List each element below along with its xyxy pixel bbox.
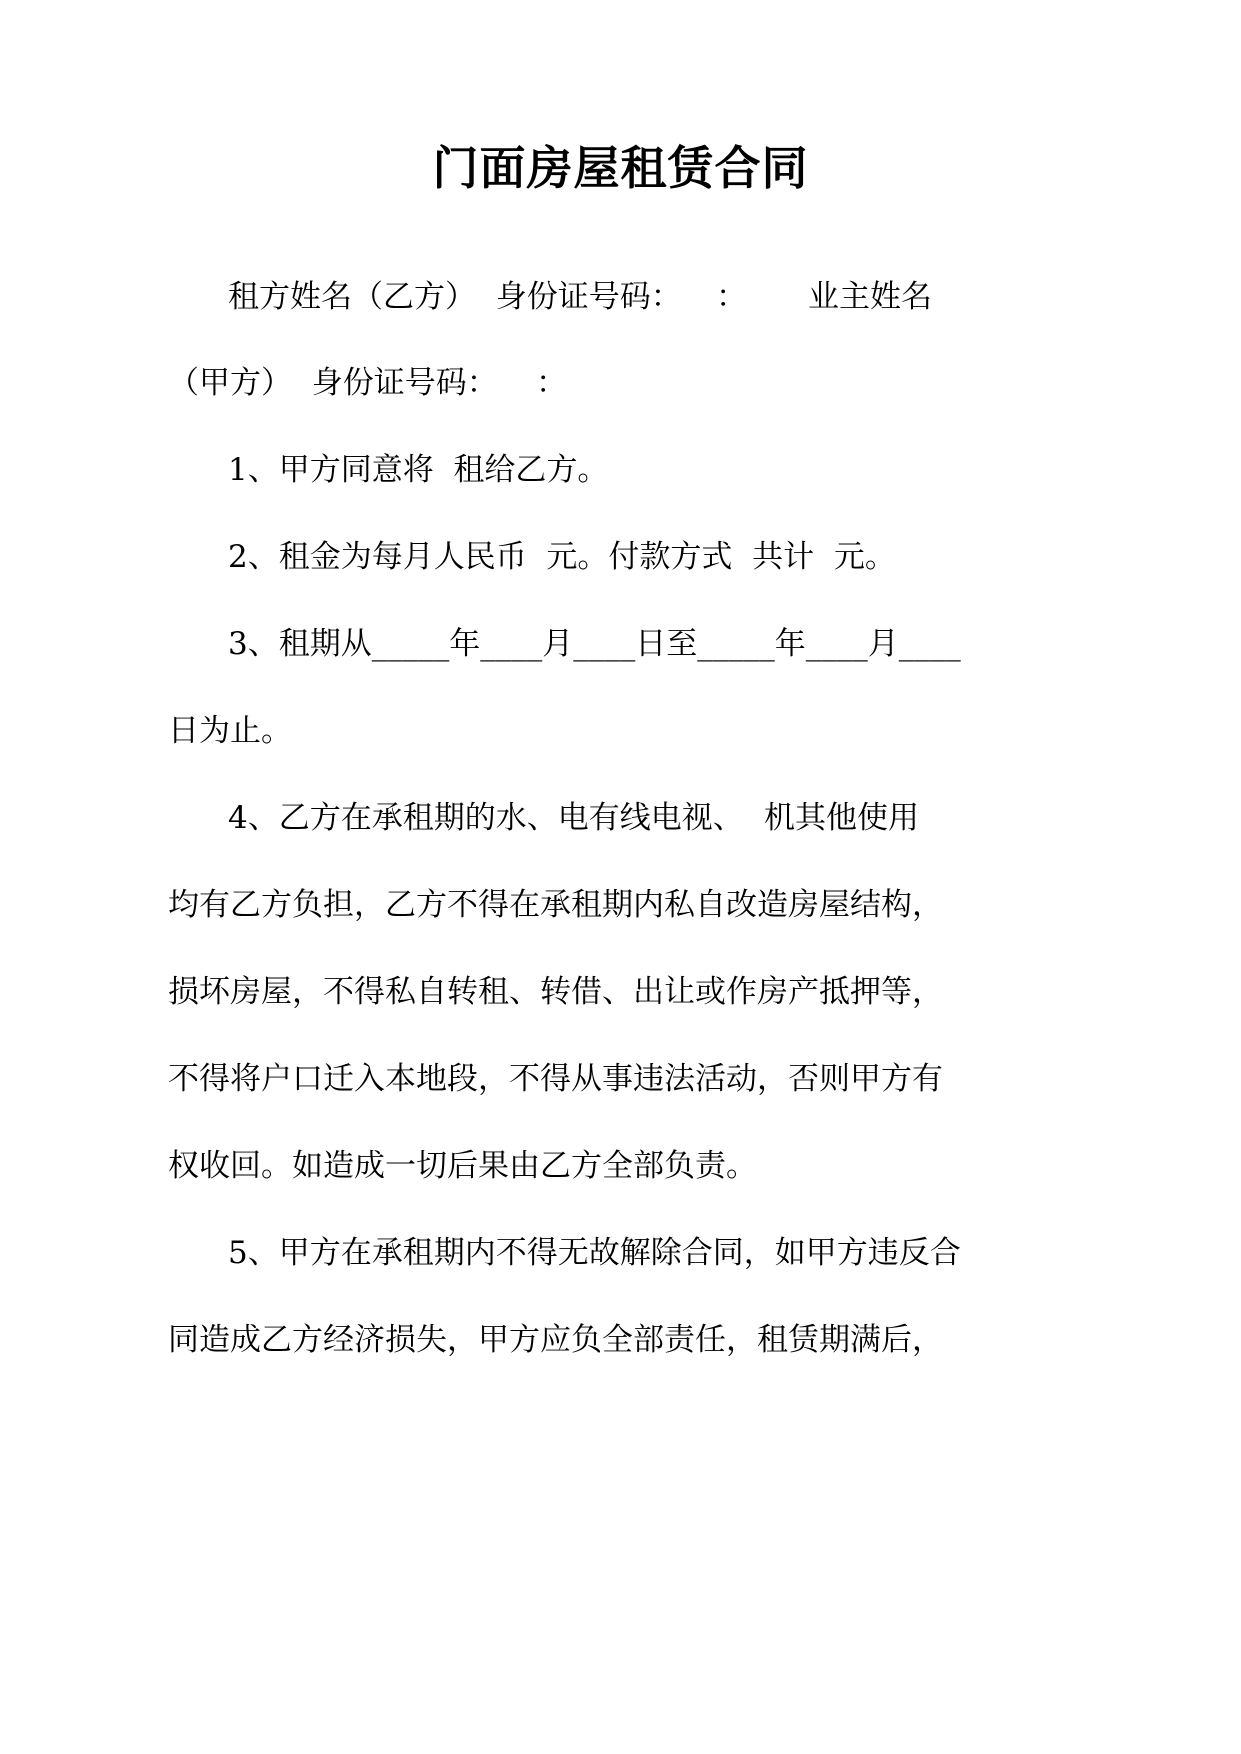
text-segment: （甲方） 身份证号码： bbox=[168, 365, 498, 401]
text-segment: 均有乙方负担，乙方不得在承租期内私自改造房屋结构， bbox=[168, 887, 943, 923]
text-segment: 租方姓名（乙方） 身份证号码： bbox=[228, 279, 682, 315]
text-segment: 同造成乙方经济损失，甲方应负全部责任，租赁期满后， bbox=[168, 1322, 943, 1358]
paragraph-line bbox=[0, 363, 1241, 403]
paragraph-line bbox=[0, 624, 1241, 664]
text-segment: 2、租金为每月人民币 元。付款方式 共计 元。 bbox=[228, 539, 896, 575]
paragraph-line bbox=[0, 1059, 1241, 1099]
paragraph-line bbox=[0, 1320, 1241, 1360]
text-segment: 不得将户口迁入本地段，不得从事违法活动，否则甲方有 bbox=[168, 1061, 943, 1097]
text-segment: 业主姓名 bbox=[808, 279, 932, 315]
text-segment: 机其他使用 bbox=[764, 800, 919, 836]
text-segment: 1、甲方同意将 租给乙方。 bbox=[228, 452, 609, 488]
text-segment: ： bbox=[536, 365, 567, 401]
paragraph-line bbox=[0, 1233, 1241, 1273]
paragraph-line bbox=[0, 450, 1241, 490]
text-segment: 损坏房屋，不得私自转租、转借、出让或作房产抵押等， bbox=[168, 974, 943, 1010]
document-title: 门面房屋租赁合同 bbox=[432, 141, 809, 195]
paragraph-line bbox=[0, 798, 1241, 838]
text-segment: ： bbox=[716, 279, 747, 315]
text-segment: 3、租期从_____年____月____日至_____年____月____ bbox=[228, 626, 961, 662]
paragraph-line bbox=[0, 885, 1241, 925]
paragraph-line bbox=[0, 277, 1241, 317]
text-segment: 4、乙方在承租期的水、电有线电视、 bbox=[228, 800, 744, 836]
paragraph-line bbox=[0, 1146, 1241, 1186]
text-segment: 5、甲方在承租期内不得无故解除合同，如甲方违反合 bbox=[228, 1235, 961, 1271]
paragraph-line bbox=[0, 711, 1241, 751]
paragraph-line bbox=[0, 972, 1241, 1012]
paragraph-line bbox=[0, 537, 1241, 577]
text-segment: 日为止。 bbox=[168, 713, 292, 749]
text-segment: 权收回。如造成一切后果由乙方全部负责。 bbox=[168, 1148, 757, 1184]
